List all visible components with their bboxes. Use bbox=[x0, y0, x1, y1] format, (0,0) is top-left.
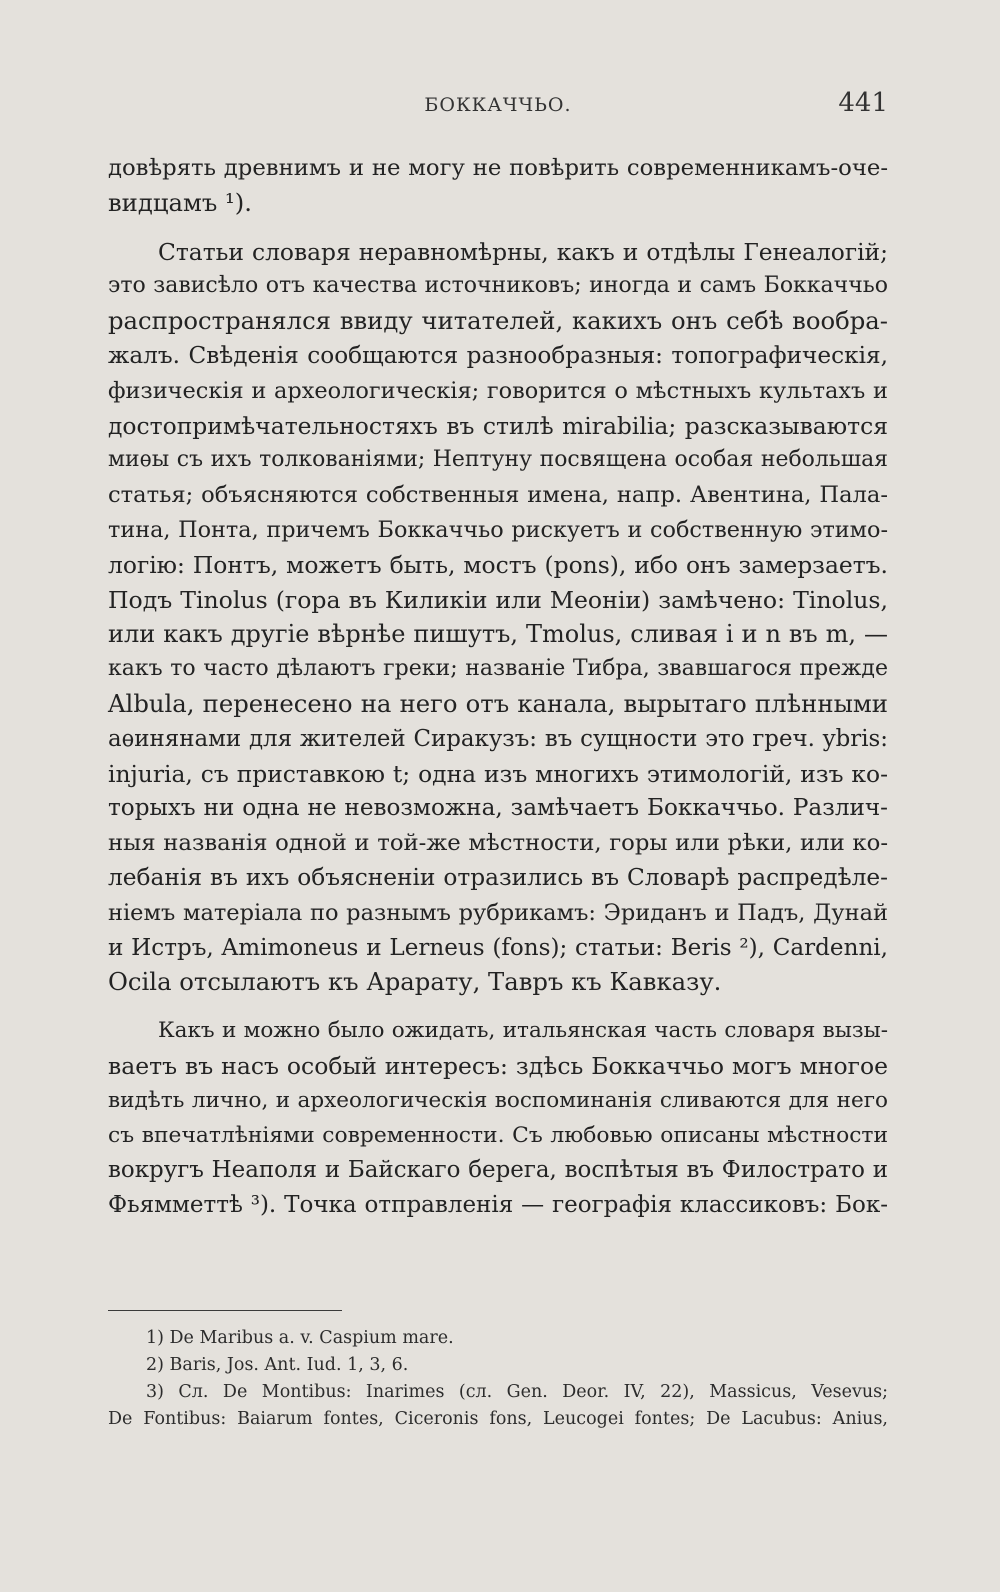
footnote-separator bbox=[108, 1310, 342, 1311]
text-line: Какъ и можно было ожидать, итальянская часть словаря вызы- bbox=[158, 1018, 888, 1044]
text-line: это зависѣло отъ качества источниковъ; иногда и самъ Боккаччьо bbox=[108, 273, 888, 299]
footnote: 2) Baris, Jos. Ant. Iud. 1, 3, 6. bbox=[146, 1355, 409, 1375]
text-line: Фьямметтѣ ³). Точка отправленія — географія классиковъ: Бок- bbox=[108, 1192, 888, 1219]
text-line: Статьи словаря неравномѣрны, какъ и отдѣлы Генеалогій; bbox=[158, 237, 888, 266]
text-line: достопримѣчательностяхъ въ стилѣ mirabilia; разсказываются bbox=[108, 411, 888, 440]
text-line: ніемъ матеріала по разнымъ рубрикамъ: Эриданъ и Падъ, Дунай bbox=[108, 899, 888, 926]
text-line: аѳинянами для жителей Сиракузъ: въ сущности это греч. ybris: bbox=[108, 725, 888, 752]
text-line: Albula, перенесено на него отъ канала, вырытаго плѣнными bbox=[108, 688, 888, 718]
footnotes bbox=[108, 1325, 888, 1433]
text-line: торыхъ ни одна не невозможна, замѣчаетъ Боккаччьо. Различ- bbox=[108, 795, 888, 822]
text-line: injuria, съ приставкою t; одна изъ многихъ этимологій, изъ ко- bbox=[108, 759, 888, 788]
text-line: распространялся ввиду читателей, какихъ онъ себѣ вообра- bbox=[108, 306, 888, 336]
page-header bbox=[108, 88, 888, 128]
text-line: Подъ Tinolus (гора въ Киликіи или Меоніи) замѣчено: Tinolus, bbox=[108, 585, 888, 614]
text-line: физическія и археологическія; говорится о мѣстныхъ культахъ и bbox=[108, 377, 888, 404]
text-line: ныя названія одной и той-же мѣстности, горы или рѣки, или ко- bbox=[108, 830, 888, 857]
footnote: 3) Сл. De Montibus: Inarimes (сл. Gen. Deor. IV, 22), Massicus, Vesevus; bbox=[146, 1382, 888, 1402]
page-number: 441 bbox=[838, 88, 888, 118]
body-text bbox=[108, 151, 888, 1223]
footnote: 1) De Maribus a. v. Caspium mare. bbox=[146, 1328, 454, 1348]
text-line: вокругъ Неаполя и Байскаго берега, воспѣтыя въ Филострато и bbox=[108, 1157, 888, 1184]
text-line: и Истръ, Amimoneus и Lerneus (fons); статьи: Beris ²), Cardenni, bbox=[108, 934, 888, 961]
text-line: статья; объясняются собственныя имена, напр. Авентина, Пала- bbox=[108, 482, 888, 509]
text-line: миѳы съ ихъ толкованіями; Нептуну посвящена особая небольшая bbox=[108, 447, 888, 473]
text-line: лебанія въ ихъ объясненіи отразились въ Словарѣ распредѣле- bbox=[108, 863, 888, 891]
footnote-continuation: De Fontibus: Baiarum fontes, Ciceronis fons, Leucogei fontes; De Lacubus: Anius, bbox=[108, 1409, 888, 1429]
text-line: жалъ. Свѣденія сообщаются разнообразныя: топографическія, bbox=[108, 341, 888, 369]
text-line: видцамъ ¹). bbox=[108, 187, 252, 217]
text-line: съ впечатлѣніями современности. Съ любовью описаны мѣстности bbox=[108, 1122, 888, 1148]
text-line: какъ то часто дѣлаютъ греки; названіе Тибра, звавшагося прежде bbox=[108, 656, 888, 682]
text-line: тина, Понта, причемъ Боккаччьо рискуетъ и собственную этимо- bbox=[108, 516, 888, 543]
text-line: или какъ другіе вѣрнѣе пишутъ, Tmolus, сливая i и n въ m, — bbox=[108, 620, 888, 649]
text-line: Ocila отсылаютъ къ Арарату, Тавръ къ Кавказу. bbox=[108, 967, 722, 997]
text-line: логію: Понтъ, можетъ быть, мостъ (pons), ибо онъ замерзаетъ. bbox=[108, 550, 888, 579]
text-line: видѣть лично, и археологическія воспоминанія сливаются для него bbox=[108, 1087, 888, 1113]
running-title: БОККАЧЧЬО. bbox=[424, 94, 572, 116]
text-line: довѣрять древнимъ и не могу не повѣрить современникамъ-оче- bbox=[108, 155, 888, 181]
text-line: ваетъ въ насъ особый интересъ: здѣсь Боккаччьо могъ многое bbox=[108, 1051, 888, 1080]
